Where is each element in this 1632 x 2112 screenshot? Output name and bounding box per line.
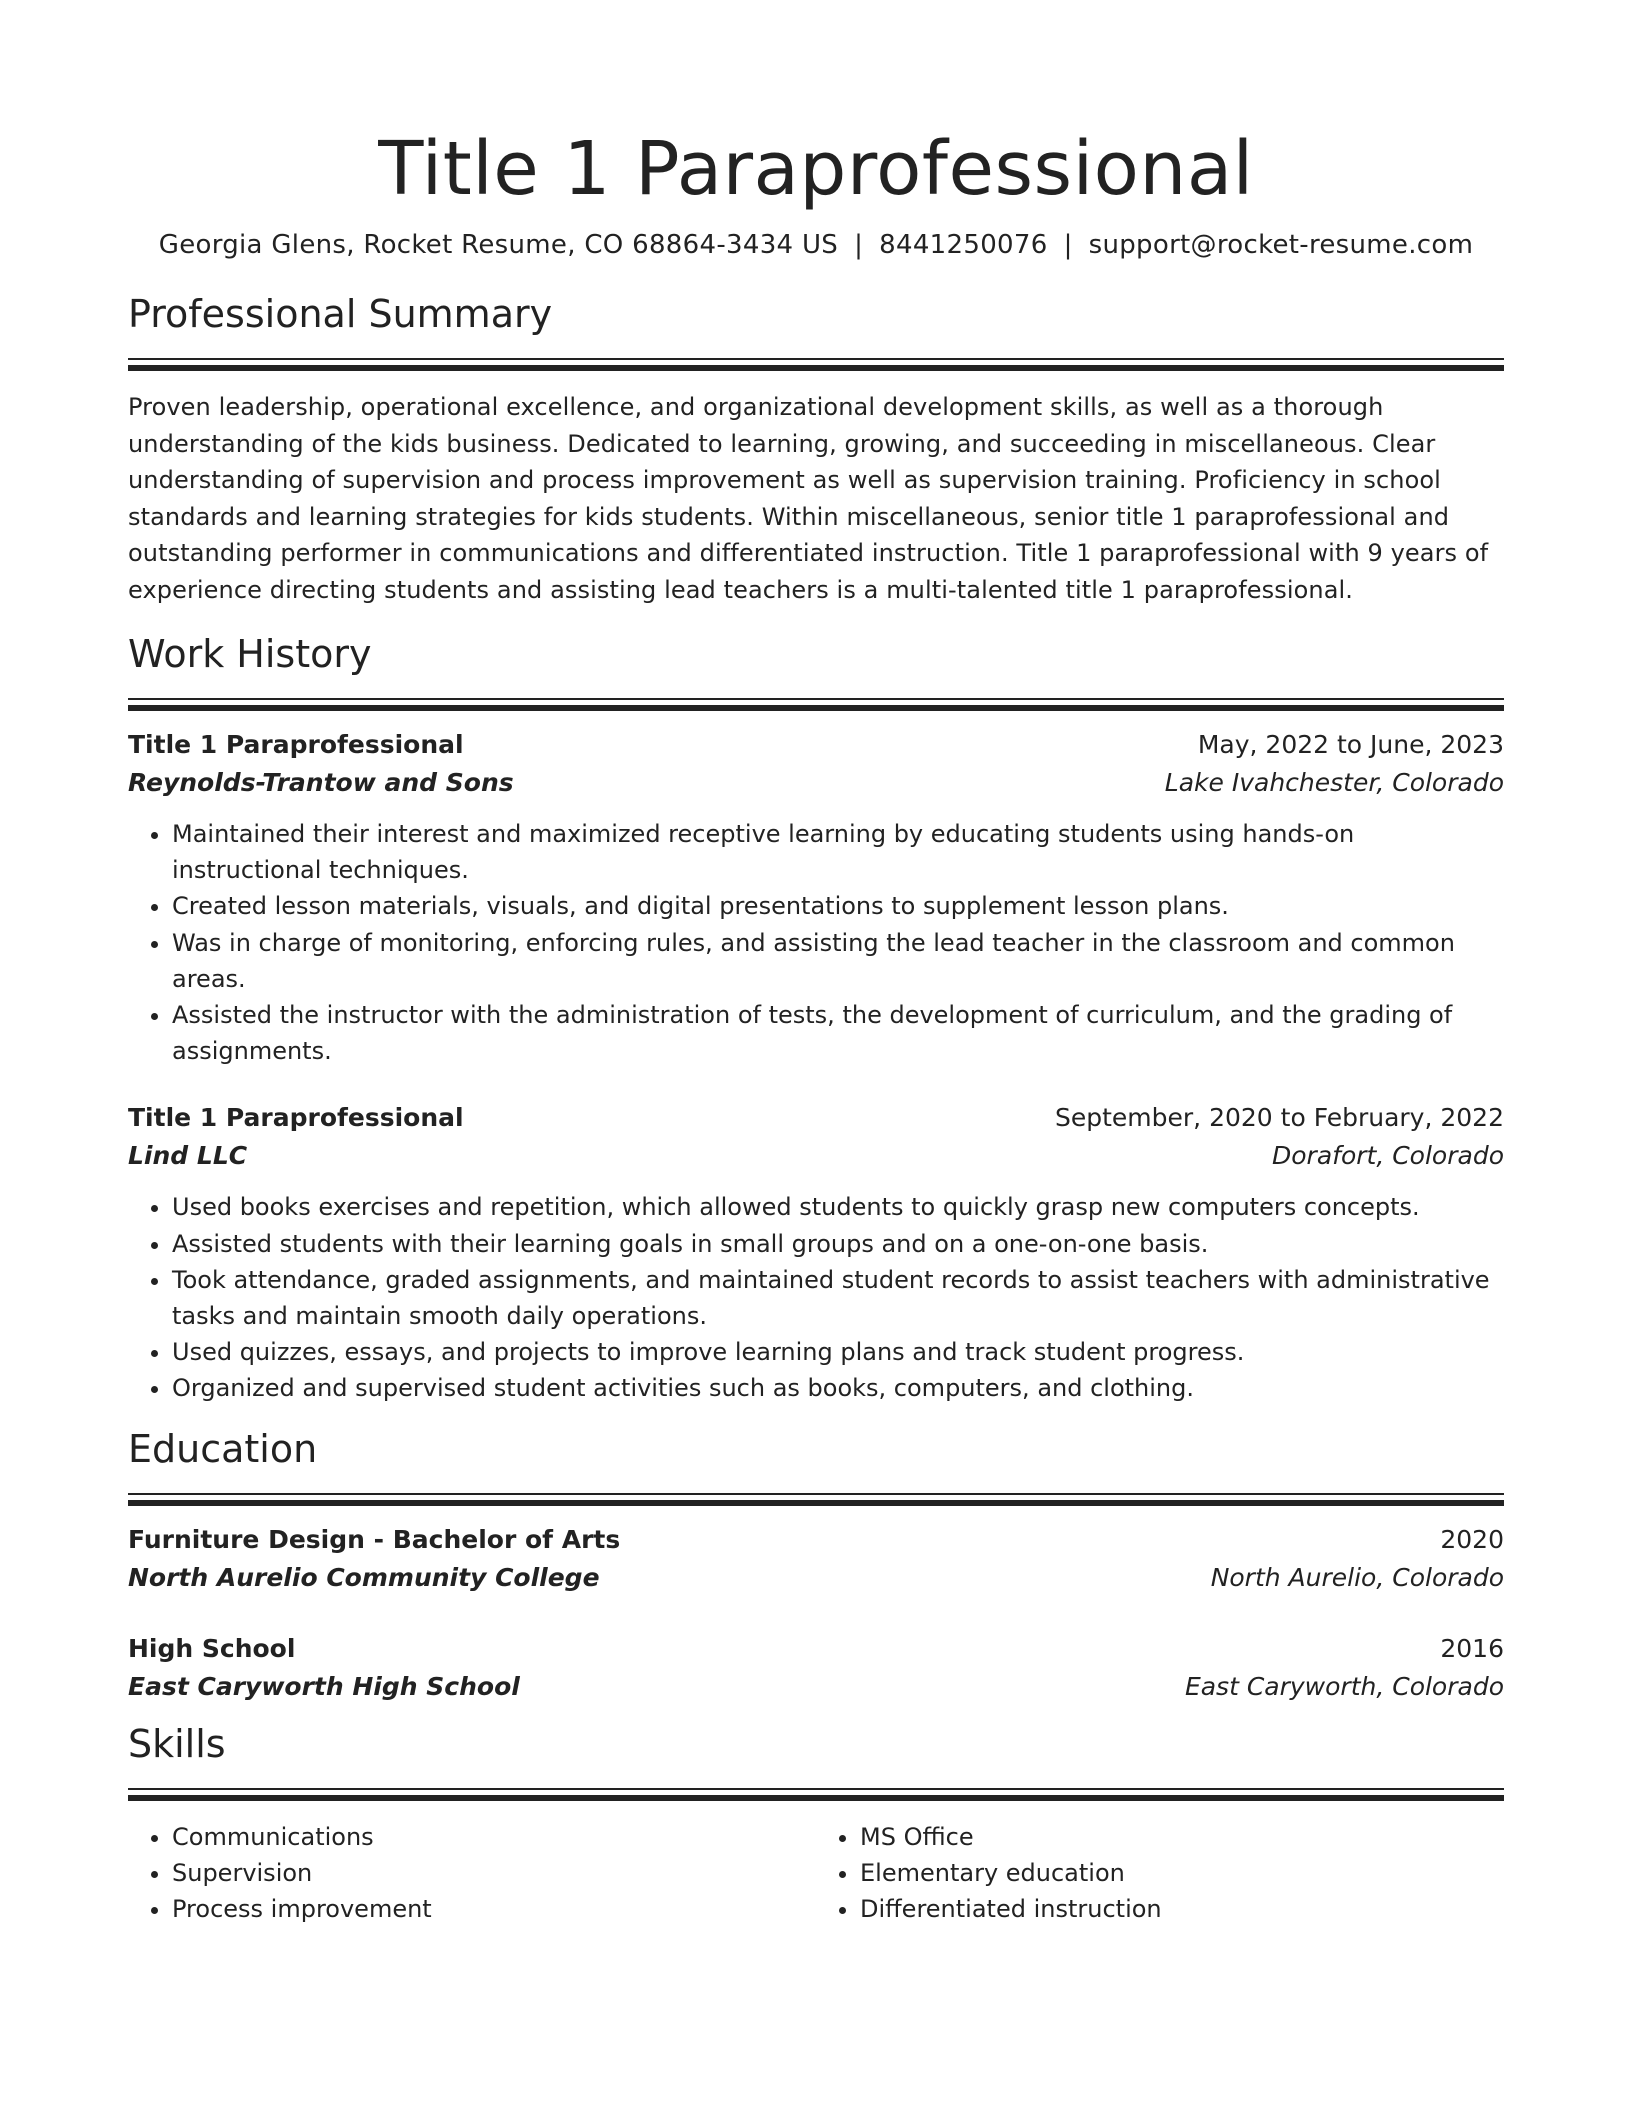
section-rule [128, 1493, 1504, 1495]
contact-separator: | [1063, 230, 1073, 260]
education-entry [128, 1521, 1504, 1597]
list-item: • Differentiated instruction [860, 1891, 1504, 1927]
list-item: • Assisted students with their learning goals in small groups and on a one-on-one basis. [172, 1226, 1504, 1262]
job-company: Lind LLC [128, 1141, 248, 1171]
contact-email[interactable]: support@rocket-resume.com [1088, 230, 1474, 260]
job-dates: September, 2020 to February, 2022 [1055, 1103, 1504, 1133]
list-item: • Organized and supervised student activities such as books, computers, and clothing. [172, 1370, 1504, 1406]
section-rule-thick [128, 1500, 1504, 1506]
skills-section [128, 1720, 1504, 1928]
job-company: Reynolds-Trantow and Sons [128, 768, 514, 797]
education-degree: High School [128, 1633, 296, 1663]
education-location: North Aurelio, Colorado [1210, 1562, 1504, 1592]
skills-list [128, 1819, 1504, 1928]
contact-separator: | [854, 230, 864, 260]
education-school: East Caryworth High School [128, 1671, 520, 1701]
education-entry [128, 1630, 1504, 1706]
job-bullets [128, 1189, 1504, 1406]
education-school: North Aurelio Community College [128, 1562, 600, 1592]
list-item: • Was in charge of monitoring, enforcing rules, and assisting the lead teacher in the classroom and common areas. [172, 925, 1504, 997]
list-item: • Assisted the instructor with the administration of tests, the development of curriculum, and the grading of assignments. [172, 997, 1504, 1069]
skills-column-left [128, 1819, 816, 1928]
work-heading: Work History [128, 632, 372, 676]
job-location: Dorafort, Colorado [1272, 1141, 1504, 1171]
list-item: • Created lesson materials, visuals, and digital presentations to supplement lesson plans. [172, 888, 1504, 924]
education-year: 2020 [1440, 1524, 1504, 1554]
section-rule [128, 358, 1504, 360]
summary-text: Proven leadership, operational excellence, and organizational development skills, as well as a thorough understanding of the kids business. Dedicated to learning, growing, and succeeding in miscellaneous. Clear understanding of supervision and process improvement as well as supervision training. Proficiency in school standards and learning strategies for kids students. Within miscellaneous, senior title 1 paraprofessional and outstanding performer in communications and differentiated instruction. Title 1 paraprofessional with 9 years of experience directing students and assisting lead teachers is a multi-talented title 1 paraprofessional. [128, 393, 1489, 604]
work-section [128, 630, 1504, 1407]
education-year: 2016 [1440, 1633, 1504, 1663]
skills-heading: Skills [128, 1721, 226, 1766]
contact-line [128, 228, 1504, 262]
list-item: • Took attendance, graded assignments, and maintained student records to assist teachers with administrative tasks and maintain smooth daily operations. [172, 1262, 1504, 1334]
section-rule-thick [128, 705, 1504, 711]
resume-page [128, 118, 1504, 1927]
list-item: • Supervision [172, 1855, 816, 1891]
job-bullets [128, 816, 1504, 1069]
list-item: • Process improvement [172, 1891, 816, 1927]
contact-phone: 8441250076 [879, 230, 1048, 260]
job-dates: May, 2022 to June, 2023 [1197, 730, 1504, 759]
section-rule-thick [128, 365, 1504, 371]
job-entry [128, 726, 1504, 1069]
skills-column-right [816, 1819, 1504, 1928]
list-item: • Elementary education [860, 1855, 1504, 1891]
education-location: East Caryworth, Colorado [1184, 1671, 1504, 1701]
section-rule-thick [128, 1795, 1504, 1801]
job-entry [128, 1099, 1504, 1406]
section-rule [128, 1788, 1504, 1790]
education-degree: Furniture Design - Bachelor of Arts [128, 1524, 621, 1554]
list-item: • Communications [172, 1819, 816, 1855]
list-item: • Used quizzes, essays, and projects to improve learning plans and track student progress. [172, 1334, 1504, 1370]
contact-address: Georgia Glens, Rocket Resume, CO 68864-3434 US [158, 230, 839, 260]
job-title: Title 1 Paraprofessional [128, 730, 464, 759]
list-item: • Used books exercises and repetition, which allowed students to quickly grasp new computers concepts. [172, 1189, 1504, 1225]
education-heading: Education [128, 1426, 318, 1471]
summary-heading: Professional Summary [128, 292, 553, 336]
job-title: Title 1 Paraprofessional [128, 1103, 464, 1133]
education-section [128, 1425, 1504, 1706]
job-location: Lake Ivahchester, Colorado [1164, 768, 1504, 797]
list-item: • MS Office [860, 1819, 1504, 1855]
section-rule [128, 698, 1504, 700]
resume-title: Title 1 Paraprofessional [378, 126, 1254, 212]
list-item: • Maintained their interest and maximized receptive learning by educating students using hands-on instructional techniques. [172, 816, 1504, 888]
summary-section [128, 290, 1504, 608]
